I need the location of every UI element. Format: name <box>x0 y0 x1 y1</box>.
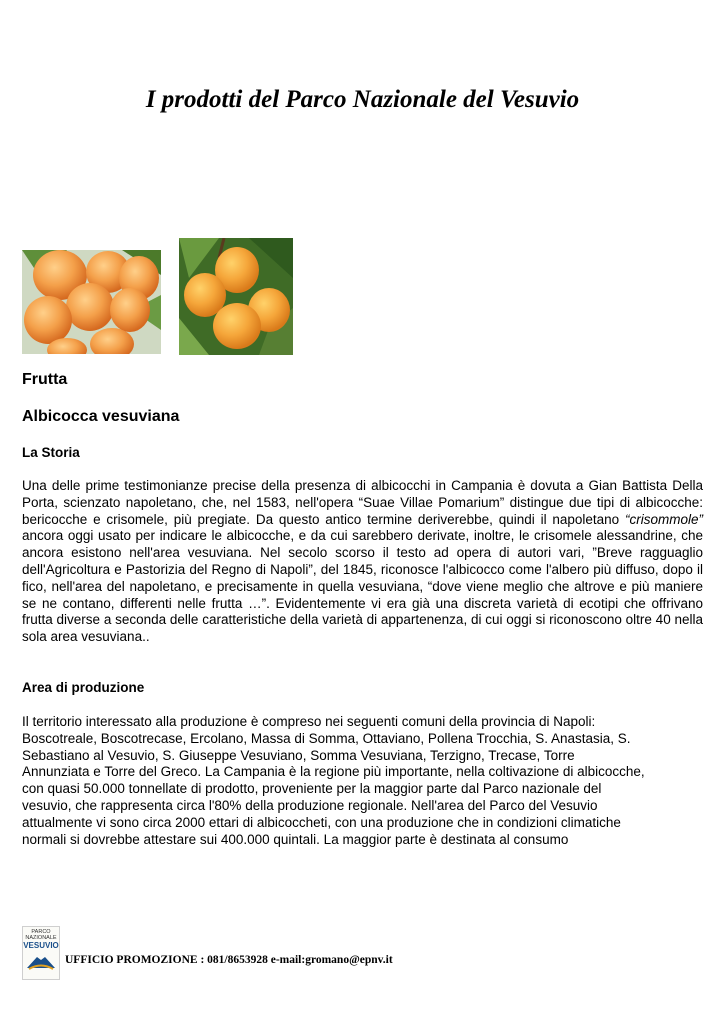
logo-text-line1: PARCO <box>31 929 51 935</box>
storia-term: “crisommole” <box>624 511 703 527</box>
storia-paragraph <box>22 478 703 646</box>
area-line: Il territorio interessato alla produzione è compreso nei seguenti comuni della provincia di Napoli: <box>22 714 596 729</box>
section-heading: Frutta <box>22 371 68 388</box>
area-line: vesuvio, che rappresenta circa l'80% della produzione regionale. Nell'area del Parco del Vesuvio <box>22 797 598 813</box>
area-line: Annunziata e Torre del Greco. La Campania è la regione più importante, nella coltivazione di albicocche, <box>22 764 645 780</box>
apricots-image-2 <box>179 238 293 355</box>
logo-text-line3: VESUVIO <box>23 941 59 950</box>
park-logo <box>22 926 60 980</box>
area-paragraph <box>22 714 703 848</box>
area-line: normali si dovrebbe attestare sui 400.000 quintali. La maggior parte è destinata al consumo <box>22 831 569 847</box>
area-line: Boscotreale, Boscotrecase, Ercolano, Massa di Somma, Ottaviano, Pollena Trocchia, S. Anastasia, S. <box>22 730 631 746</box>
page-title: I prodotti del Parco Nazionale del Vesuvio <box>145 86 580 113</box>
storia-text-b: ancora oggi usato per indicare le albicocche, e da cui sarebbero derivate, inoltre, le crisomele alessandrine, che ancora esistono nell'area vesuviana. Nel secolo scorso il testo ad opera di autori vari, ”Breve ragguaglio dell'Agricoltura e Pastorizia del Regno di Napoli”, del 1845, riconosce l'albicocco come l'albero più diffuso, dopo il fico, nell'area del napoletano, e precisamente in quella vesuviana, “dove viene meglio che altrove e più maniere se ne contano, differenti nelle frutta …”. Evidentemente vi era già una discreta varietà di ecotipi che offrivano frutta diverse a seconda delle caratteristiche della varietà di appartenenza, di cui oggi si riconoscono oltre 40 nella sola area vesuviana.. <box>22 528 703 645</box>
apricots-image-1 <box>22 250 161 354</box>
area-line: Sebastiano al Vesuvio, S. Giuseppe Vesuviano, Somma Vesuviana, Terzigno, Trecase, Torre <box>22 747 575 763</box>
area-heading: Area di produzione <box>22 680 145 695</box>
area-line: con quasi 50.000 tonnellate di prodotto, proveniente per la maggior parte dal Parco nazionale del <box>22 781 602 797</box>
apricots-photo-1 <box>22 250 161 354</box>
storia-text-a: Una delle prime testimonianze precise della presenza di albicocchi in Campania è dovuta a Gian Battista Della Porta, scienzato napoletano, che, nel 1583, nell'opera “Suae Villae Pomarium” distingue due tipi di albicocche: bericocche e crisomele, più pregiate. Da questo antico termine deriverebbe, quindi il napoletano <box>22 478 703 527</box>
area-line: attualmente vi sono circa 2000 ettari di albicoccheti, con una produzione che in condizioni climatiche <box>22 814 621 830</box>
storia-heading: La Storia <box>22 445 80 460</box>
logo-text-line2: NAZIONALE <box>25 935 57 941</box>
footer-contact: UFFICIO PROMOZIONE : 081/8653928 e-mail:gromano@epnv.it <box>65 954 393 966</box>
product-heading: Albicocca vesuviana <box>22 408 180 425</box>
volcano-icon <box>25 952 57 970</box>
apricots-photo-2 <box>179 238 293 355</box>
